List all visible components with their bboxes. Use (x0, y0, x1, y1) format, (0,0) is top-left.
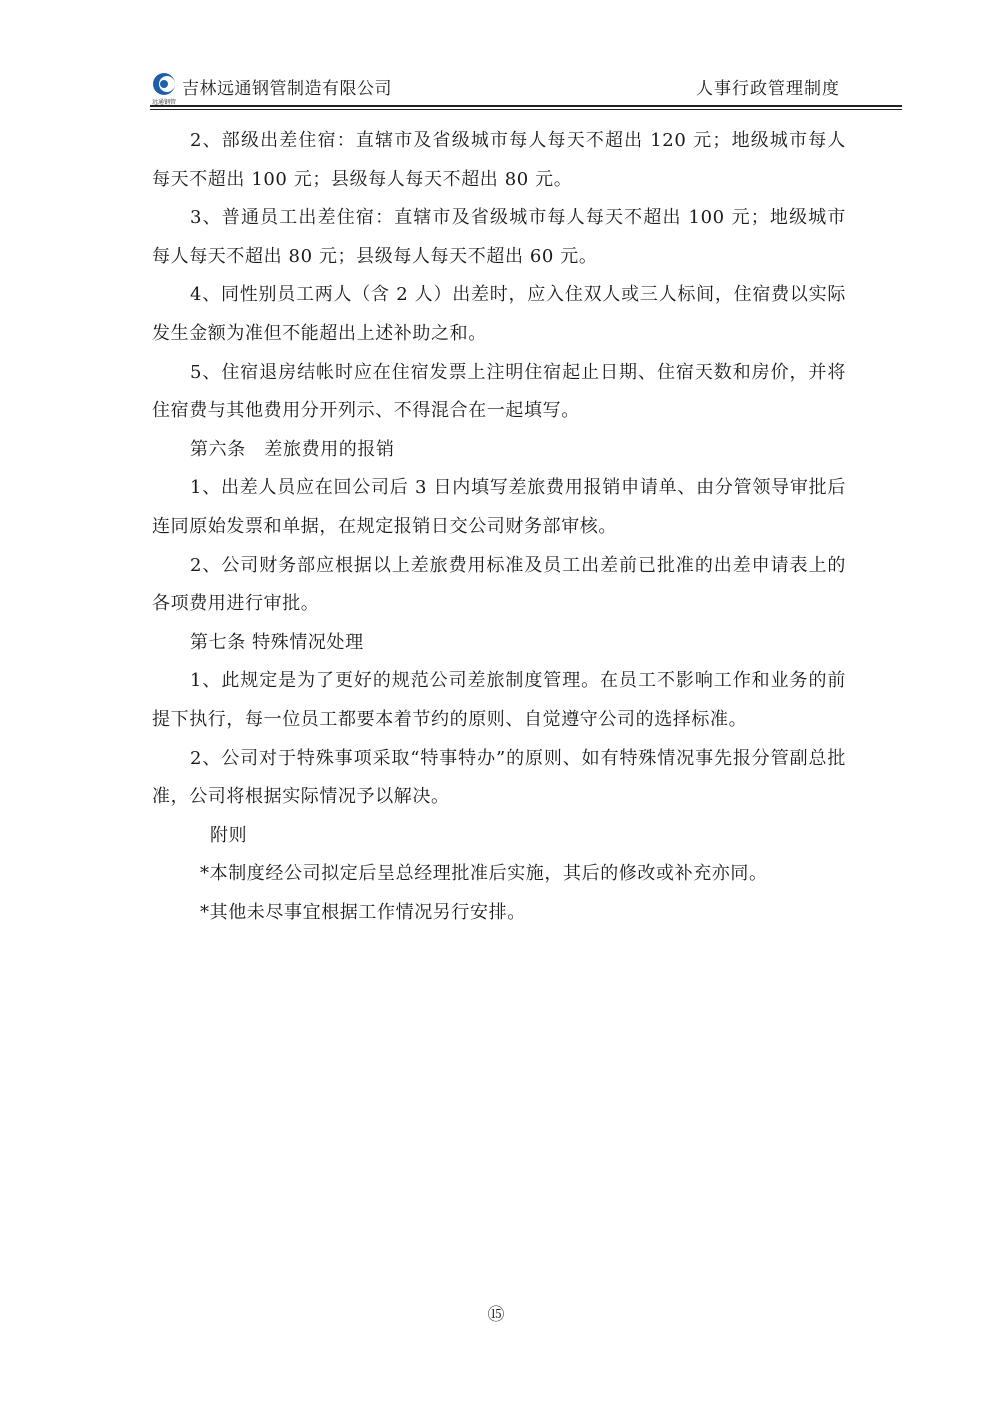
paragraph: 2、公司财务部应根据以上差旅费用标准及员工出差前已批准的出差申请表上的各项费用进行审批。 (152, 554, 846, 615)
company-logo-icon (150, 72, 180, 106)
page-header (150, 66, 902, 106)
page-number: ⑮ (487, 1305, 505, 1325)
document-title: 人事行政管理制度 (696, 79, 840, 99)
section-heading: 第七条 特殊情况处理 (190, 631, 364, 653)
document-body (152, 122, 846, 932)
appendix-note: *本制度经公司拟定后呈总经理批准后实施，其后的修改或补充亦同。 (200, 863, 768, 885)
header-divider-thin (150, 109, 902, 110)
paragraph: 5、住宿退房结帐时应在住宿发票上注明住宿起止日期、住宿天数和房价，并将住宿费与其他费用分开列示、不得混合在一起填写。 (152, 361, 846, 422)
paragraph: 1、此规定是为了更好的规范公司差旅制度管理。在员工不影响工作和业务的前提下执行，每一位员工都要本着节约的原则、自觉遵守公司的选择标准。 (152, 670, 846, 730)
header-divider (150, 105, 902, 107)
paragraph: 2、部级出差住宿：直辖市及省级城市每人每天不超出 120 元；地级城市每人每天不超出 100 元；县级每人每天不超出 80 元。 (152, 130, 846, 190)
appendix-heading: 附则 (210, 824, 248, 846)
paragraph: 1、出差人员应在回公司后 3 日内填写差旅费用报销申请单、由分管领导审批后连同原始发票和单据，在规定报销日交公司财务部审核。 (152, 477, 846, 537)
logo-text: 远通钢管 (151, 99, 177, 106)
section-heading: 第六条 差旅费用的报销 (190, 438, 395, 460)
company-name: 吉林远通钢管制造有限公司 (182, 79, 392, 99)
appendix-note: *其他未尽事宜根据工作情况另行安排。 (200, 901, 526, 923)
paragraph: 4、同性别员工两人（含 2 人）出差时，应入住双人或三人标间，住宿费以实际发生金额为准但不能超出上述补助之和。 (152, 284, 846, 344)
paragraph: 2、公司对于特殊事项采取“特事特办”的原则、如有特殊情况事先报分管副总批准，公司将根据实际情况予以解决。 (152, 747, 846, 808)
paragraph: 3、普通员工出差住宿：直辖市及省级城市每人每天不超出 100 元；地级城市每人每天不超出 80 元；县级每人每天不超出 60 元。 (152, 207, 846, 267)
